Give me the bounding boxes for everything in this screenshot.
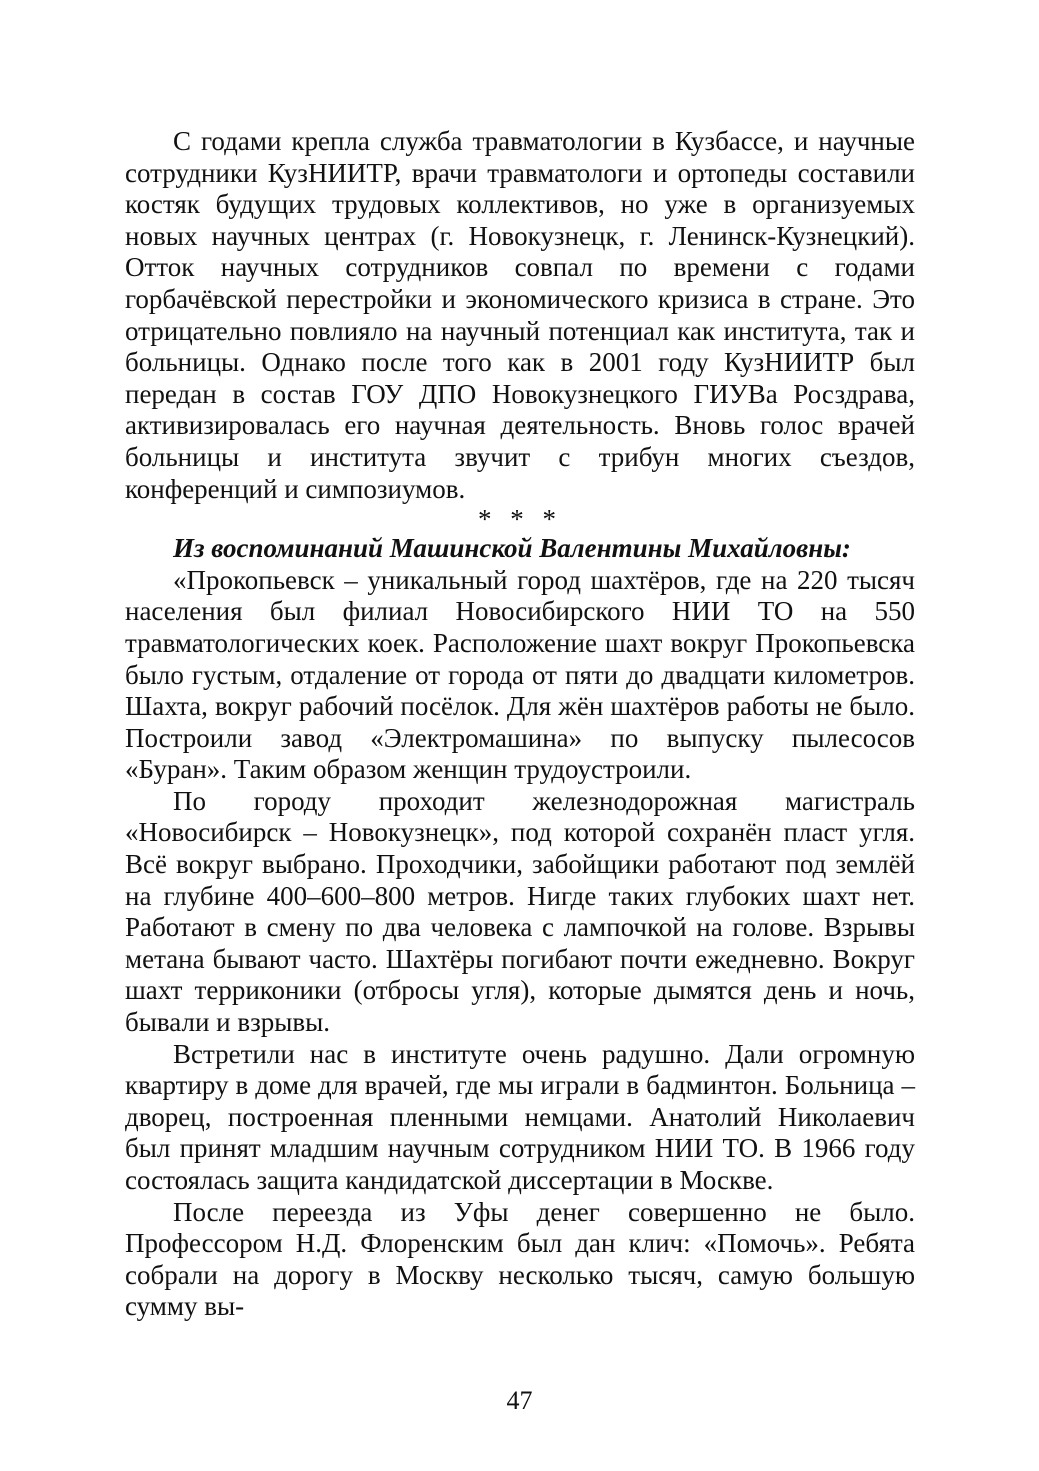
paragraph-prokopyevsk: «Прокопьевск – уникальный город шахтёров, где на 220 тысяч населения был филиал Новосибирского НИИ ТО на 550 травматологических коек. Расположение шахт вокруг Прокопьевска было густым, отдаление от города от пяти до двадцати километров. Шахта, вокруг рабочий посёлок. Для жён шахтёров работы не было. Построили завод «Электромашина» по выпуску пылесосов «Буран». Таким образом женщин трудоустроили. (125, 564, 915, 785)
paragraph-railway-mines: По городу проходит железнодорожная магистраль «Новосибирск – Новокузнецк», под которой сохранён пласт угля. Всё вокруг выбрано. Проходчики, забойщики работают под землёй на глубине 400–600–800 метров. Нигде таких глубоких шахт нет. Работают в смену по два человека с лампочкой на голове. Взрывы метана бывают часто. Шахтёры погибают почти ежедневно. Вокруг шахт терриконики (отбросы угля), которые дымятся день и ночь, бывали и взрывы. (125, 785, 915, 1038)
paragraph-institute-welcome: Встретили нас в институте очень радушно. Дали огромную квартиру в доме для врачей, где мы играли в бадминтон. Больница – дворец, построенная пленными немцами. Анатолий Николаевич был принят младшим научным сотрудником НИИ ТО. В 1966 году состоялась защита кандидатской диссертации в Москве. (125, 1038, 915, 1195)
memoir-heading: Из воспоминаний Машинской Валентины Михайловны: (173, 533, 851, 564)
section-separator: * * * (478, 504, 562, 535)
page-number: 47 (506, 1386, 533, 1415)
page-body (125, 126, 915, 1323)
paragraph-kuzniitr-history: С годами крепла служба травматологии в Кузбассе, и научные сотрудники КузНИИТР, врачи травматологи и ортопеды составили костяк будущих трудовых коллективов, но уже в организуемых новых научных центрах (г. Новокузнецк, г. Ленинск-Кузнецкий). Отток научных сотрудников совпал по времени с годами горбачёвской перестройки и экономического кризиса в стране. Это отрицательно повлияло на научный потенциал как института, так и больницы. Однако после того как в 2001 году КузНИИТР был передан в состав ГОУ ДПО Новокузнецкого ГИУВа Росздрава, активизировалась его научная деятельность. Вновь голос врачей больницы и института звучит с трибун многих съездов, конференций и симпозиумов. (125, 126, 915, 504)
paragraph-move-from-ufa: После переезда из Уфы денег совершенно не было. Профессором Н.Д. Флоренским был дан клич: «Помочь». Ребята собрали на дорогу в Москву несколько тысяч, самую большую сумму вы- (125, 1196, 915, 1322)
